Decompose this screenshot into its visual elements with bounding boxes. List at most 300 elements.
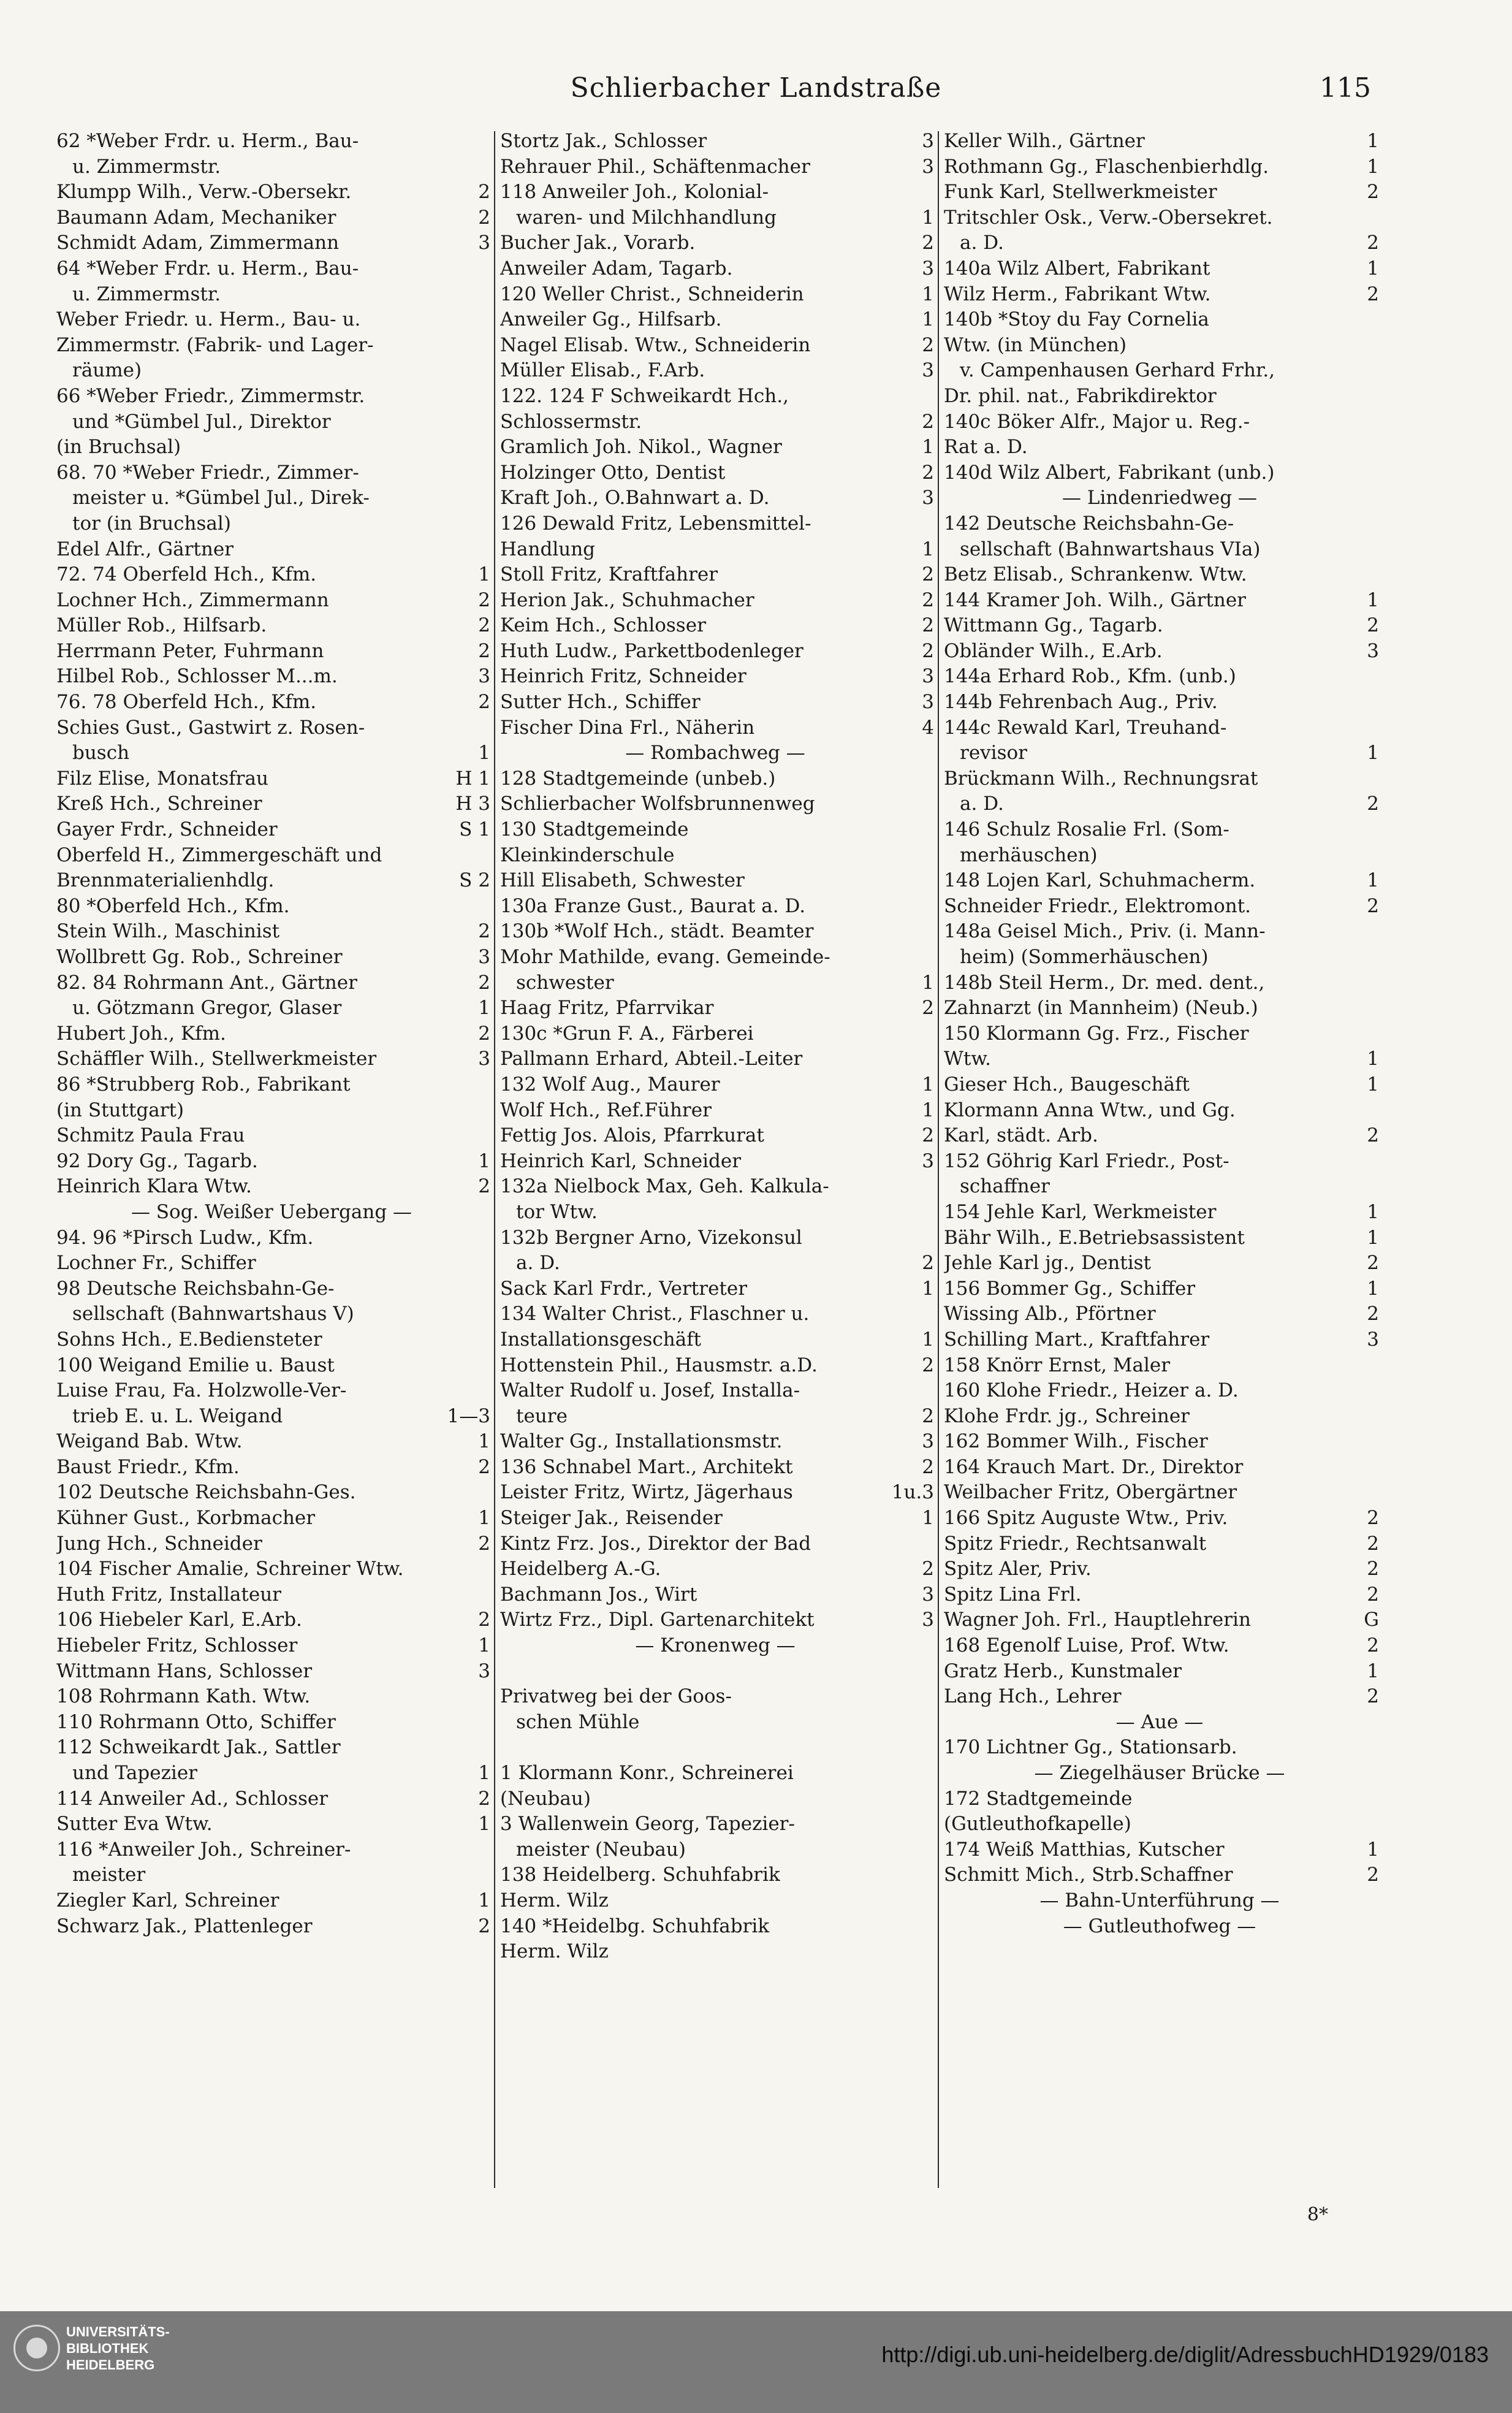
directory-entry	[500, 180, 934, 205]
directory-entry	[944, 664, 1379, 690]
entry-text: und *Gümbel Jul., Direktor	[72, 410, 331, 433]
entry-text: trieb E. u. L. Weigand	[72, 1405, 283, 1427]
directory-entry	[56, 1302, 490, 1327]
entry-text: merhäuschen)	[960, 844, 1098, 866]
directory-entry	[944, 1786, 1379, 1812]
entry-text: Luise Frau, Fa. Holzwolle-Ver-	[56, 1379, 347, 1402]
entry-text: Hottenstein Phil., Hausmstr. a.D.	[500, 1354, 818, 1376]
entry-text: Wissing Alb., Pförtner	[944, 1303, 1156, 1325]
entry-text: 144c Rewald Karl, Treuhand-	[944, 716, 1227, 739]
entry-floor	[930, 1862, 934, 1888]
directory-entry	[500, 1072, 934, 1098]
directory-entry	[500, 460, 934, 486]
entry-text: Schneider Friedr., Elektromont.	[944, 894, 1252, 917]
entry-floor	[487, 1710, 490, 1736]
entry-text: 136 Schnabel Mart., Architekt	[500, 1455, 793, 1478]
library-name	[66, 2323, 170, 2373]
directory-entry	[56, 639, 490, 665]
entry-floor: 3	[922, 691, 934, 714]
directory-entry	[56, 766, 490, 792]
entry-floor	[487, 715, 490, 741]
entry-text: — Sog. Weißer Uebergang —	[131, 1200, 412, 1223]
source-url-link[interactable]: http://digi.ub.uni-heidelberg.de/diglit/AdressbuchHD1929/0183	[881, 2342, 1489, 2367]
entry-text: Hubert Joh., Kfm.	[56, 1022, 226, 1045]
entry-floor: 2	[1367, 1124, 1379, 1147]
directory-entry	[500, 129, 934, 154]
entry-text: Schmitt Mich., Strb.Schaffner	[944, 1864, 1233, 1886]
entry-floor	[1375, 1455, 1379, 1481]
entry-text: 62 *Weber Frdr. u. Herm., Bau-	[56, 130, 359, 152]
entry-floor: 2	[922, 410, 934, 433]
entry-text: Wilz Herm., Fabrikant Wtw.	[944, 283, 1211, 305]
entry-floor	[1375, 205, 1379, 231]
entry-floor: 1	[1367, 589, 1379, 611]
directory-entry	[500, 868, 934, 894]
directory-entry	[944, 180, 1379, 205]
directory-entry	[944, 715, 1379, 741]
entry-text	[500, 1735, 930, 1761]
directory-entry	[944, 205, 1379, 231]
entry-text: — Gutleuthofweg —	[1063, 1915, 1256, 1937]
entry-text: tor (in Bruchsal)	[72, 512, 231, 535]
directory-entry	[500, 1480, 934, 1506]
entry-floor: 1	[1367, 1660, 1379, 1682]
entry-floor: 1	[922, 971, 934, 994]
entry-floor: 2	[922, 461, 934, 484]
entry-text: Rat a. D.	[944, 436, 1028, 459]
directory-entry	[500, 282, 934, 308]
entry-floor: 2	[922, 997, 934, 1020]
entry-text: 128 Stadtgemeinde (unbeb.)	[500, 767, 776, 790]
entry-floor: 2	[478, 639, 490, 662]
entry-text: Brennmaterialienhdlg.	[56, 869, 275, 892]
directory-entry	[944, 970, 1379, 996]
entry-text: Wtw. (in München)	[944, 334, 1127, 356]
directory-entry	[944, 1531, 1379, 1557]
entry-floor: 2	[1367, 232, 1379, 254]
entry-floor: 2	[1367, 1583, 1379, 1606]
directory-entry	[944, 843, 1379, 869]
entry-text: Funk Karl, Stellwerkmeister	[944, 181, 1217, 204]
entry-floor: 2	[922, 639, 934, 662]
entry-floor: 4	[922, 716, 934, 739]
directory-entry	[944, 307, 1379, 333]
entry-floor	[930, 1710, 934, 1736]
entry-floor	[1375, 945, 1379, 970]
entry-floor	[1375, 1429, 1379, 1455]
entry-text: Ziegler Karl, Schreiner	[56, 1889, 279, 1912]
entry-floor	[487, 282, 490, 308]
entry-floor: 2	[478, 1455, 490, 1478]
directory-entry	[56, 1659, 490, 1685]
entry-floor	[930, 894, 934, 920]
entry-floor: 2	[922, 334, 934, 356]
entry-floor: 1	[922, 1277, 934, 1300]
entry-floor	[930, 1684, 934, 1710]
entry-floor: 1	[478, 1889, 490, 1912]
entry-text: revisor	[960, 742, 1027, 764]
directory-entry	[56, 1098, 490, 1124]
entry-text: Herm. Wilz	[500, 1940, 609, 1963]
entry-text: 108 Rohrmann Kath. Wtw.	[56, 1685, 311, 1708]
directory-entry	[56, 690, 490, 715]
directory-entry	[500, 1735, 934, 1761]
directory-entry	[56, 1455, 490, 1481]
entry-floor: 2	[478, 691, 490, 714]
directory-entry	[944, 741, 1379, 766]
directory-entry	[56, 1506, 490, 1531]
entry-floor: 3	[478, 665, 490, 688]
entry-text: Wollbrett Gg. Rob., Schreiner	[56, 946, 343, 968]
entry-floor	[1375, 690, 1379, 715]
directory-entry	[500, 613, 934, 639]
directory-entry	[56, 1021, 490, 1047]
entry-text: Hilbel Rob., Schlosser M...m.	[56, 665, 338, 688]
entry-floor	[487, 1276, 490, 1302]
entry-text: 1 Klormann Konr., Schreinerei	[500, 1762, 794, 1784]
directory-entry	[944, 1837, 1379, 1863]
entry-floor	[1375, 1735, 1379, 1761]
entry-floor: 2	[478, 614, 490, 637]
entry-text: Klumpp Wilh., Verw.-Obersekr.	[56, 181, 352, 204]
directory-entry	[56, 1914, 490, 1940]
directory-entry	[500, 410, 934, 435]
entry-text: 174 Weiß Matthias, Kutscher	[944, 1838, 1225, 1861]
directory-entry	[500, 1200, 934, 1226]
entry-floor	[487, 511, 490, 537]
entry-text: Klormann Anna Wtw., und Gg.	[944, 1099, 1236, 1121]
directory-entry	[944, 588, 1379, 614]
entry-floor: 2	[1367, 1685, 1379, 1708]
entry-floor: 3	[922, 487, 934, 509]
entry-text: 130a Franze Gust., Baurat a. D.	[500, 894, 806, 917]
directory-entry	[500, 588, 934, 614]
entry-floor	[1375, 1761, 1379, 1786]
entry-text: 144 Kramer Joh. Wilh., Gärtner	[944, 589, 1246, 611]
entry-floor	[930, 1200, 934, 1226]
entry-text: Weber Friedr. u. Herm., Bau- u.	[56, 308, 361, 331]
directory-entry	[56, 1735, 490, 1761]
entry-floor: 1	[478, 997, 490, 1020]
directory-entry	[56, 1633, 490, 1659]
entry-floor	[930, 1735, 934, 1761]
page-title: Schlierbacher Landstraße	[570, 72, 942, 104]
directory-entry	[944, 129, 1379, 154]
entry-text: Jehle Karl jg., Dentist	[944, 1252, 1152, 1275]
directory-entry	[56, 1123, 490, 1149]
entry-floor	[930, 791, 934, 817]
directory-entry	[500, 1684, 934, 1710]
entry-floor: 1	[1367, 130, 1379, 152]
entry-text: u. Götzmann Gregor, Glaser	[72, 997, 342, 1020]
entry-floor: S 1	[459, 818, 490, 841]
entry-text: Spitz Lina Frl.	[944, 1583, 1082, 1606]
directory-entry	[56, 1200, 490, 1226]
entry-floor	[1375, 537, 1379, 563]
entry-floor: 3	[478, 232, 490, 254]
directory-entry	[944, 1149, 1379, 1175]
university-seal-icon	[13, 2325, 60, 2371]
entry-text: 72. 74 Oberfeld Hch., Kfm.	[56, 563, 317, 586]
entry-floor: 2	[1367, 614, 1379, 637]
directory-entry	[944, 1174, 1379, 1200]
entry-text: busch	[72, 742, 130, 764]
entry-floor	[487, 358, 490, 384]
directory-entry	[56, 1710, 490, 1736]
entry-floor	[1375, 307, 1379, 333]
entry-text: schaffner	[960, 1175, 1050, 1198]
directory-entry	[944, 1098, 1379, 1124]
entry-text: — Lindenriedweg —	[1062, 487, 1257, 509]
directory-entry	[500, 256, 934, 282]
entry-floor	[1375, 1174, 1379, 1200]
entry-floor: 3	[1367, 1328, 1379, 1351]
entry-text: 126 Dewald Fritz, Lebensmittel-	[500, 512, 811, 535]
entry-floor	[487, 307, 490, 333]
entry-floor	[1375, 970, 1379, 996]
directory-entry	[944, 1429, 1379, 1455]
directory-entry	[944, 1123, 1379, 1149]
directory-entry	[944, 1480, 1379, 1506]
entry-text: Klohe Frdr. jg., Schreiner	[944, 1405, 1190, 1427]
directory-entry	[944, 1914, 1379, 1940]
entry-text: Kintz Frz. Jos., Direktor der Bad	[500, 1532, 811, 1555]
entry-text: Gieser Hch., Baugeschäft	[944, 1073, 1190, 1096]
entry-text: Wagner Joh. Frl., Hauptlehrerin	[944, 1609, 1251, 1631]
entry-floor: 1	[478, 742, 490, 764]
entry-floor: 3	[922, 1583, 934, 1606]
entry-text: Brückmann Wilh., Rechnungsrat	[944, 767, 1258, 790]
directory-entry	[944, 639, 1379, 665]
entry-floor	[487, 1735, 490, 1761]
entry-floor: 2	[478, 206, 490, 229]
entry-text: Betz Elisab., Schrankenw. Wtw.	[944, 563, 1247, 586]
entry-text: Spitz Friedr., Rechtsanwalt	[944, 1532, 1207, 1555]
entry-text: Wittmann Gg., Tagarb.	[944, 614, 1163, 637]
directory-entry	[56, 715, 490, 741]
entry-text: 118 Anweiler Joh., Kolonial-	[500, 181, 769, 204]
directory-entry	[56, 741, 490, 766]
entry-text: Gramlich Joh. Nikol., Wagner	[500, 436, 782, 459]
entry-text: 144a Erhard Rob., Kfm. (unb.)	[944, 665, 1236, 688]
directory-entry	[944, 1455, 1379, 1481]
entry-floor	[487, 1226, 490, 1251]
entry-text: 116 *Anweiler Joh., Schreiner-	[56, 1838, 351, 1861]
directory-entry	[500, 1812, 934, 1837]
entry-floor	[930, 1302, 934, 1327]
entry-floor	[1375, 511, 1379, 537]
entry-floor: 2	[478, 920, 490, 943]
entry-floor: 3	[922, 130, 934, 152]
directory-entry	[944, 1888, 1379, 1914]
entry-text: Schäffler Wilh., Stellwerkmeister	[56, 1048, 377, 1070]
entry-floor: 1	[1367, 1277, 1379, 1300]
entry-floor: 2	[922, 589, 934, 611]
directory-entry	[944, 1659, 1379, 1685]
entry-text: 3 Wallenwein Georg, Tapezier-	[500, 1813, 795, 1835]
entry-floor: 3	[478, 946, 490, 968]
directory-entry	[944, 1327, 1379, 1353]
directory-entry	[56, 1353, 490, 1379]
entry-text: Stein Wilh., Maschinist	[56, 920, 280, 943]
directory-entry	[944, 1276, 1379, 1302]
entry-floor: 1	[478, 1813, 490, 1835]
entry-floor: 1	[1367, 1226, 1379, 1249]
directory-entry	[500, 231, 934, 256]
directory-entry	[56, 1557, 490, 1582]
entry-floor: H 1	[455, 767, 490, 790]
entry-text: 114 Anweiler Ad., Schlosser	[56, 1787, 329, 1810]
page-number: 115	[1320, 72, 1371, 104]
entry-text: Keim Hch., Schlosser	[500, 614, 706, 637]
entry-text: Leister Fritz, Wirtz, Jägerhaus	[500, 1481, 793, 1504]
entry-floor	[930, 766, 934, 792]
directory-entry	[944, 358, 1379, 384]
directory-entry	[944, 384, 1379, 410]
directory-entry	[56, 1837, 490, 1863]
entry-text: 100 Weigand Emilie u. Baust	[56, 1354, 335, 1376]
directory-entry	[944, 868, 1379, 894]
entry-text: 86 *Strubberg Rob., Fabrikant	[56, 1073, 351, 1096]
entry-floor: 1	[1367, 1073, 1379, 1096]
directory-entry	[56, 1812, 490, 1837]
entry-text: 140 *Heidelbg. Schuhfabrik	[500, 1915, 770, 1937]
entry-text: Müller Rob., Hilfsarb.	[56, 614, 267, 637]
directory-entry	[56, 1046, 490, 1072]
directory-entry	[500, 1404, 934, 1430]
directory-entry	[500, 1786, 934, 1812]
directory-entry	[944, 1557, 1379, 1582]
directory-entry	[500, 486, 934, 511]
directory-entry	[500, 1506, 934, 1531]
entry-text: Heinrich Klara Wtw.	[56, 1175, 252, 1198]
entry-floor: 2	[478, 589, 490, 611]
entry-floor: 3	[922, 155, 934, 178]
directory-entry	[500, 307, 934, 333]
directory-entry	[500, 970, 934, 996]
entry-text: und Tapezier	[72, 1762, 197, 1784]
directory-entry	[500, 435, 934, 460]
directory-entry	[56, 1888, 490, 1914]
entry-floor	[1375, 384, 1379, 410]
directory-entry	[500, 1149, 934, 1175]
directory-entry	[56, 996, 490, 1021]
entry-text: Zahnarzt (in Mannheim) (Neub.)	[944, 997, 1258, 1020]
entry-text: Schlierbacher Wolfsbrunnenweg	[500, 793, 815, 815]
directory-entry	[944, 690, 1379, 715]
entry-floor	[487, 1353, 490, 1379]
directory-entry	[56, 486, 490, 511]
directory-entry	[944, 1072, 1379, 1098]
entry-text: Dr. phil. nat., Fabrikdirektor	[944, 384, 1217, 407]
entry-text: Heinrich Fritz, Schneider	[500, 665, 747, 688]
column-2	[500, 129, 934, 2189]
column-1	[56, 129, 490, 2189]
entry-floor: 3	[922, 1149, 934, 1172]
entry-floor	[1375, 919, 1379, 945]
directory-entry	[500, 741, 934, 766]
entry-text: teure	[516, 1405, 568, 1427]
entry-text: Obländer Wilh., E.Arb.	[944, 639, 1163, 662]
library-line: HEIDELBERG	[66, 2357, 155, 2373]
entry-text: — Ziegelhäuser Brücke —	[1034, 1762, 1285, 1784]
entry-floor: 3	[922, 1430, 934, 1453]
directory-entry	[944, 154, 1379, 180]
directory-entry	[56, 180, 490, 205]
entry-text: 142 Deutsche Reichsbahn-Ge-	[944, 512, 1234, 535]
entry-floor: 3	[1367, 639, 1379, 662]
directory-entry	[500, 1582, 934, 1608]
entry-text: Schmitz Paula Frau	[56, 1124, 245, 1147]
entry-text: Edel Alfr., Gärtner	[56, 538, 234, 560]
entry-text: 166 Spitz Auguste Wtw., Priv.	[944, 1507, 1228, 1530]
entry-text: Schlossermstr.	[500, 410, 642, 433]
entry-floor: 1	[478, 563, 490, 586]
directory-entry	[500, 1046, 934, 1072]
directory-entry	[944, 613, 1379, 639]
entry-floor	[930, 817, 934, 843]
entry-floor: 1	[1367, 155, 1379, 178]
library-footer	[0, 2311, 1512, 2413]
entry-text: 144b Fehrenbach Aug., Priv.	[944, 691, 1218, 714]
entry-floor: 1	[922, 1073, 934, 1096]
directory-entry	[944, 1607, 1379, 1633]
entry-text: Hill Elisabeth, Schwester	[500, 869, 745, 892]
entry-text: 158 Knörr Ernst, Maler	[944, 1354, 1171, 1376]
entry-floor	[1375, 843, 1379, 869]
directory-entry	[944, 1251, 1379, 1276]
directory-entry	[56, 511, 490, 537]
directory-entry	[944, 791, 1379, 817]
entry-floor	[487, 460, 490, 486]
directory-entry	[944, 537, 1379, 563]
entry-floor: 2	[478, 971, 490, 994]
entry-text: 68. 70 *Weber Friedr., Zimmer-	[56, 461, 359, 484]
entry-text: Filz Elise, Monatsfrau	[56, 767, 268, 790]
directory-entry	[944, 333, 1379, 359]
entry-floor: 1	[1367, 257, 1379, 280]
entry-floor: 1	[922, 538, 934, 560]
entry-floor	[1375, 410, 1379, 435]
entry-floor	[930, 868, 934, 894]
directory-entry	[500, 639, 934, 665]
entry-floor	[487, 1302, 490, 1327]
entry-text: 132b Bergner Arno, Vizekonsul	[500, 1226, 802, 1249]
directory-entry	[944, 486, 1379, 511]
entry-floor: 2	[1367, 894, 1379, 917]
entry-text: — Bahn-Unterführung —	[1039, 1889, 1280, 1912]
directory-entry	[500, 1710, 934, 1736]
entry-text	[500, 1659, 930, 1685]
entry-floor: S 2	[459, 869, 490, 892]
entry-text: 104 Fischer Amalie, Schreiner Wtw.	[56, 1558, 404, 1580]
directory-entry	[56, 205, 490, 231]
directory-entry	[500, 1378, 934, 1404]
entry-text: Lochner Fr., Schiffer	[56, 1252, 256, 1275]
directory-entry	[500, 1353, 934, 1379]
directory-entry	[500, 1633, 934, 1659]
entry-text: Herion Jak., Schuhmacher	[500, 589, 754, 611]
directory-entry	[56, 256, 490, 282]
directory-entry	[56, 1582, 490, 1608]
directory-entry	[500, 1327, 934, 1353]
entry-floor	[487, 1862, 490, 1888]
entry-text: Wolf Hch., Ref.Führer	[500, 1099, 712, 1121]
entry-floor	[487, 537, 490, 563]
signature-mark: 8*	[1307, 2204, 1328, 2225]
directory-entry	[56, 970, 490, 996]
entry-floor: 1	[922, 436, 934, 459]
